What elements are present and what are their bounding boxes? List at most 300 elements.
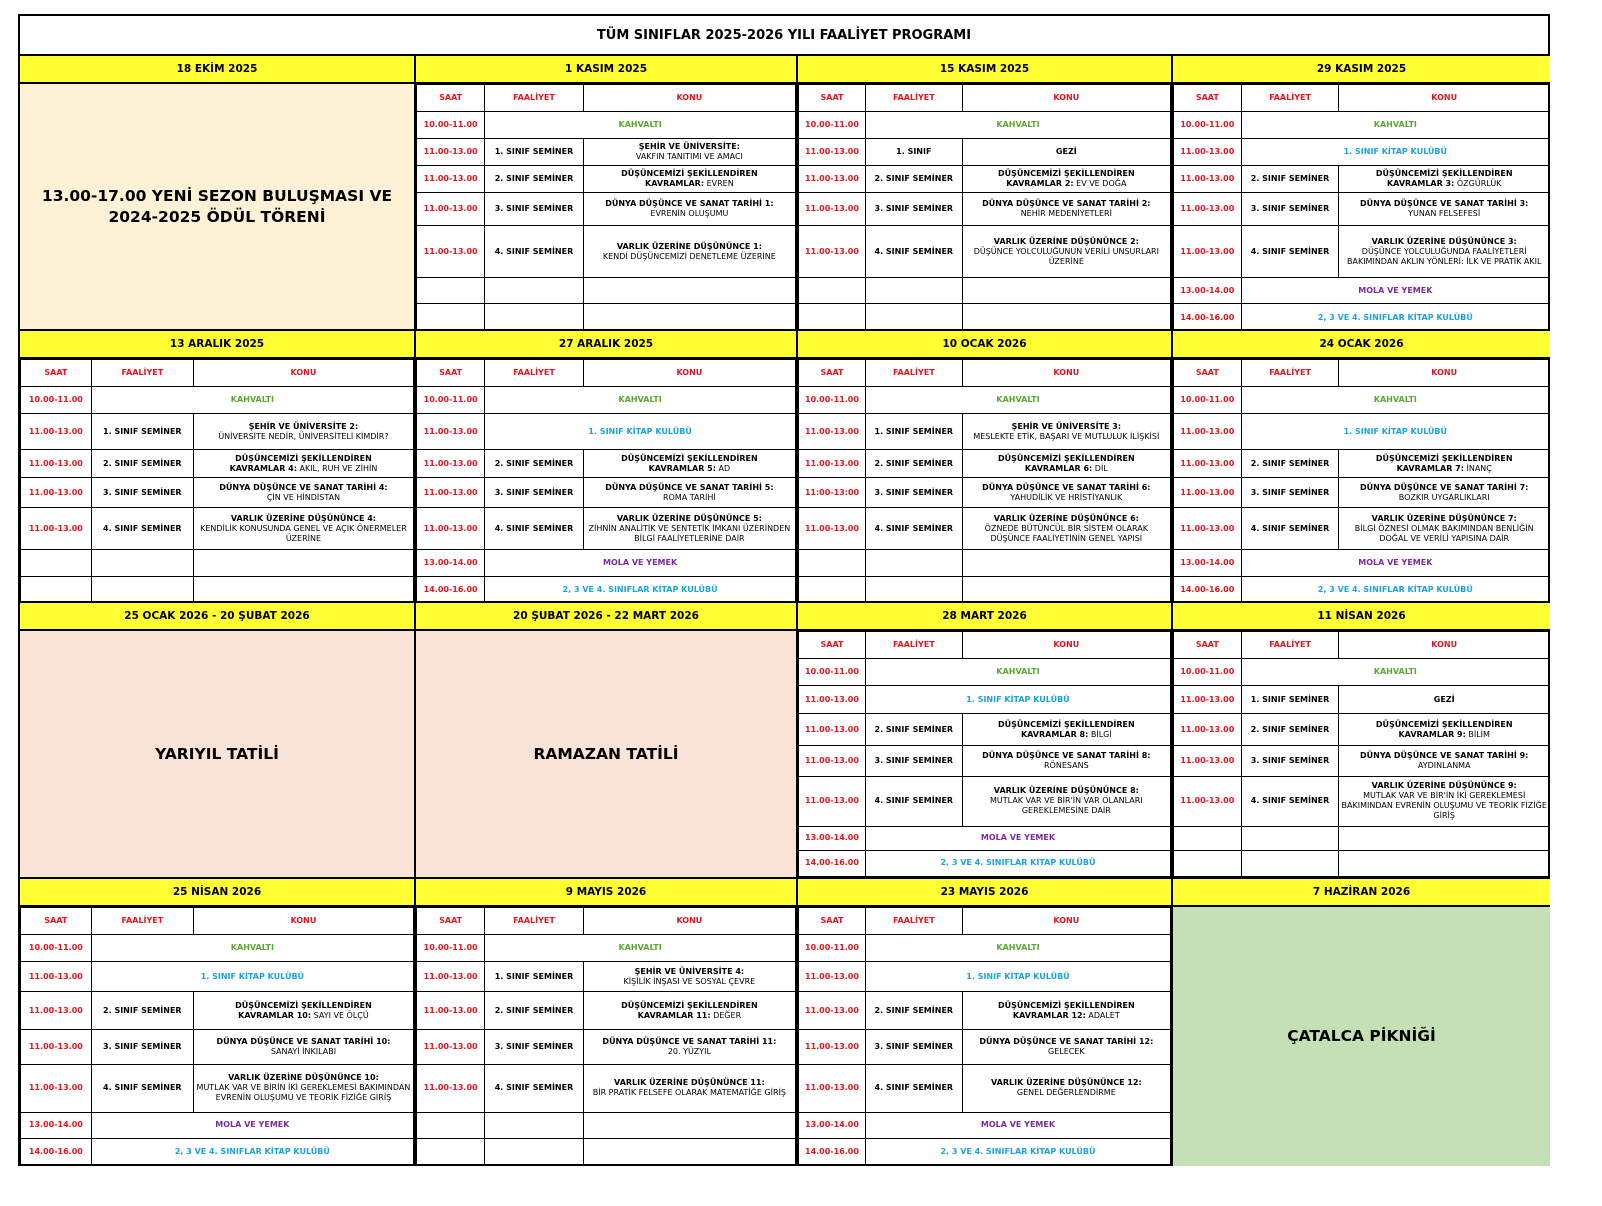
- schedule-table: [1173, 84, 1550, 332]
- topic-title: DÜŞÜNCEMİZİ ŞEKİLLENDİREN: [998, 453, 1135, 463]
- activity-span-cell: KAHVALTI: [1241, 659, 1549, 686]
- empty-cell: [21, 577, 92, 604]
- activity-span-cell: 2, 3 VE 4. SINIFLAR KİTAP KULÜBÜ: [1241, 577, 1549, 604]
- empty-cell: [91, 577, 193, 604]
- schedule-body: [798, 84, 1171, 329]
- schedule-row: [417, 1112, 796, 1138]
- activity-span-cell: 1. SINIF KİTAP KULÜBÜ: [1241, 139, 1549, 166]
- column-header-konu: KONU: [583, 85, 795, 112]
- topic-detail: BİLİM: [1468, 729, 1490, 739]
- empty-cell: [193, 577, 413, 604]
- topic-cell: [193, 1064, 413, 1112]
- topic-title: DÜNYA DÜŞÜNCE VE SANAT TARİHİ 1:: [605, 199, 774, 208]
- schedule-row: [799, 714, 1171, 746]
- column-header-saat: SAAT: [799, 632, 866, 659]
- schedule-row: [1174, 226, 1550, 278]
- empty-cell: [485, 1112, 584, 1138]
- topic-detail: ÖZNEDE BÜTÜNCÜL BİR SİSTEM OLARAK DÜŞÜNCE FAALİYETİNİN GENEL YAPISI: [984, 523, 1148, 543]
- column-header-faaliyet: FAALİYET: [1241, 632, 1339, 659]
- empty-cell: [417, 1138, 485, 1165]
- schedule-row: [21, 478, 414, 508]
- time-cell: 10.00-11.00: [21, 935, 92, 962]
- schedule-body: [20, 359, 414, 601]
- date-panel: [416, 56, 798, 331]
- schedule-row: [417, 992, 796, 1030]
- schedule-row: [799, 414, 1171, 450]
- topic-title: DÜŞÜNCEMİZİ ŞEKİLLENDİREN: [998, 169, 1135, 178]
- topic-title: GEZİ: [1433, 694, 1455, 704]
- date-panel: [20, 56, 416, 331]
- topic-title-cont: KAVRAMLAR 6:: [1024, 463, 1093, 473]
- schedule-row: [1174, 139, 1550, 166]
- activity-span-cell: KAHVALTI: [91, 935, 413, 962]
- topic-detail: DİL: [1094, 463, 1108, 473]
- time-cell: 11.00-13.00: [799, 992, 866, 1030]
- topic-line: [196, 464, 411, 474]
- activity-span-cell: KAHVALTI: [485, 387, 796, 414]
- time-cell: 11.00-13.00: [799, 962, 866, 992]
- schedule-row: [1174, 112, 1550, 139]
- activity-cell: 3. SINIF SEMİNER: [1241, 746, 1339, 776]
- time-cell: 11.00-13.00: [417, 139, 485, 166]
- column-header-konu: KONU: [1339, 85, 1550, 112]
- schedule-body: [798, 359, 1171, 601]
- topic-title: DÜŞÜNCEMİZİ ŞEKİLLENDİREN: [1375, 169, 1513, 178]
- activity-cell: 4. SINIF SEMİNER: [865, 1064, 962, 1112]
- topic-line: [1341, 464, 1547, 474]
- empty-cell: [799, 304, 866, 332]
- time-cell: 11.00-13.00: [1174, 776, 1242, 826]
- time-cell: 13.00-14.00: [1174, 550, 1242, 577]
- date-panel: [1173, 879, 1550, 1166]
- time-cell: 10.00-11.00: [21, 387, 92, 414]
- empty-cell: [417, 278, 485, 304]
- empty-cell: [1339, 826, 1550, 850]
- topic-title: DÜNYA DÜŞÜNCE VE SANAT TARİHİ 10:: [216, 1037, 391, 1046]
- column-header-saat: SAAT: [799, 85, 866, 112]
- activity-cell: 2. SINIF SEMİNER: [485, 992, 584, 1030]
- panel-date-header: 11 NİSAN 2026: [1173, 603, 1550, 631]
- activity-cell: 3. SINIF SEMİNER: [865, 1030, 962, 1064]
- topic-cell: [962, 414, 1170, 450]
- schedule-row: [799, 450, 1171, 478]
- schedule-table: [1173, 631, 1550, 877]
- topic-detail: DÜŞÜNCE YOLCULUĞUNDA FAALİYETLERİ BAKIMINDAN AKLIN YÖNLERİ: İLK VE PRATİK AKIL: [1346, 246, 1542, 266]
- time-cell: 11.00-13.00: [799, 776, 866, 826]
- topic-detail: ROMA TARİHİ: [662, 492, 716, 502]
- panel-date-header: 23 MAYIS 2026: [798, 879, 1171, 907]
- column-header-faaliyet: FAALİYET: [865, 908, 962, 935]
- schedule-row: [417, 577, 796, 604]
- empty-cell: [1241, 826, 1339, 850]
- time-cell: 11.00-13.00: [1174, 193, 1242, 226]
- topic-detail: MESLEKTE ETİK, BAŞARI VE MUTLULUK İLİŞKİSİ: [973, 431, 1160, 441]
- empty-cell: [1241, 850, 1339, 876]
- panel-date-header: 10 OCAK 2026: [798, 331, 1171, 359]
- schedule-table: [1173, 359, 1550, 604]
- topic-title: ŞEHİR VE ÜNİVERSİTE 2:: [248, 421, 359, 431]
- date-panel: [798, 331, 1173, 603]
- activity-cell: 4. SINIF SEMİNER: [865, 508, 962, 550]
- column-header-saat: SAAT: [1174, 85, 1242, 112]
- activity-span-cell: 2, 3 VE 4. SINIFLAR KİTAP KULÜBÜ: [865, 850, 1170, 876]
- schedule-row: [21, 1030, 414, 1064]
- panel-date-header: 18 EKİM 2025: [20, 56, 414, 84]
- topic-detail: DEĞER: [713, 1010, 742, 1020]
- column-header-faaliyet: FAALİYET: [1241, 360, 1339, 387]
- time-cell: 14.00-16.00: [417, 577, 485, 604]
- time-cell: 11.00-13.00: [417, 992, 485, 1030]
- time-cell: 11.00-13.00: [799, 139, 866, 166]
- topic-cell: [583, 962, 795, 992]
- schedule-row: [1174, 550, 1550, 577]
- time-cell: 11.00-13.00: [799, 193, 866, 226]
- column-header-faaliyet: FAALİYET: [865, 632, 962, 659]
- empty-cell: [962, 278, 1170, 304]
- topic-detail: ZİHNİN ANALİTİK VE SENTETİK İMKANI ÜZERİNDEN BİLGİ FAALİYETLERİNE DAİR: [588, 523, 791, 543]
- schedule-row: [799, 826, 1171, 850]
- topic-cell: [1339, 193, 1550, 226]
- activity-cell: 3. SINIF SEMİNER: [865, 193, 962, 226]
- topic-cell: [583, 450, 795, 478]
- activity-cell: 3. SINIF SEMİNER: [91, 1030, 193, 1064]
- time-cell: 11.00-13.00: [1174, 414, 1242, 450]
- topic-title: DÜŞÜNCEMİZİ ŞEKİLLENDİREN: [1375, 719, 1513, 729]
- activity-span-cell: 1. SINIF KİTAP KULÜBÜ: [1241, 414, 1549, 450]
- topic-detail: 20. YÜZYIL: [667, 1047, 711, 1056]
- topic-cell: [583, 226, 795, 278]
- topic-title-cont: KAVRAMLAR 4:: [229, 463, 297, 473]
- topic-title: VARLIK ÜZERİNE DÜŞÜNÜNCE 10:: [228, 1073, 379, 1083]
- topic-title-cont: KAVRAMLAR 11:: [637, 1010, 711, 1020]
- topic-title: DÜŞÜNCEMİZİ ŞEKİLLENDİREN: [235, 1000, 372, 1010]
- topic-title-cont: KAVRAMLAR 12:: [1012, 1010, 1086, 1020]
- schedule-row: [417, 193, 796, 226]
- special-event: RAMAZAN TATİLİ: [416, 631, 796, 877]
- empty-cell: [1339, 850, 1550, 876]
- schedule-row: [417, 1030, 796, 1064]
- column-header-saat: SAAT: [417, 908, 485, 935]
- empty-cell: [962, 550, 1170, 577]
- topic-cell: [583, 508, 795, 550]
- column-header-saat: SAAT: [417, 85, 485, 112]
- column-header-saat: SAAT: [799, 360, 866, 387]
- schedule-table: [798, 631, 1171, 877]
- schedule-row: [417, 450, 796, 478]
- schedule-row: [1174, 387, 1550, 414]
- time-cell: 11.00-13.00: [417, 1030, 485, 1064]
- panel-date-header: 25 OCAK 2026 - 20 ŞUBAT 2026: [20, 603, 414, 631]
- topic-cell: [193, 414, 413, 450]
- activity-cell: 3. SINIF SEMİNER: [1241, 478, 1339, 508]
- schedule-row: [799, 686, 1171, 714]
- empty-cell: [1174, 826, 1242, 850]
- panel-date-header: 9 MAYIS 2026: [416, 879, 796, 907]
- program-sheet: [18, 14, 1550, 1166]
- activity-cell: 4. SINIF SEMİNER: [91, 1064, 193, 1112]
- topic-title: DÜŞÜNCEMİZİ ŞEKİLLENDİREN: [998, 1000, 1135, 1010]
- schedule-row: [1174, 166, 1550, 193]
- activity-span-cell: KAHVALTI: [865, 112, 1170, 139]
- empty-cell: [799, 278, 866, 304]
- topic-detail: ÜNİVERSİTE NEDİR, ÜNİVERSİTELİ KİMDİR?: [218, 431, 389, 441]
- activity-cell: 2. SINIF SEMİNER: [91, 450, 193, 478]
- time-cell: 11.00-13.00: [799, 686, 866, 714]
- topic-title: DÜŞÜNCEMİZİ ŞEKİLLENDİREN: [621, 1000, 758, 1010]
- time-cell: 10.00-11.00: [799, 935, 866, 962]
- empty-cell: [962, 304, 1170, 332]
- schedule-row: [21, 962, 414, 992]
- topic-title: DÜNYA DÜŞÜNCE VE SANAT TARİHİ 2:: [982, 199, 1151, 208]
- column-header-saat: SAAT: [417, 360, 485, 387]
- activity-cell: 4. SINIF SEMİNER: [485, 508, 584, 550]
- topic-line: [965, 179, 1168, 189]
- column-header-saat: SAAT: [1174, 632, 1242, 659]
- activity-cell: 2. SINIF SEMİNER: [91, 992, 193, 1030]
- topic-title-cont: KAVRAMLAR 2:: [1006, 179, 1074, 188]
- topic-cell: [962, 450, 1170, 478]
- time-cell: 10.00-11.00: [799, 112, 866, 139]
- schedule-row: [799, 478, 1171, 508]
- topic-detail: NEHİR MEDENİYETLERİ: [1020, 209, 1112, 218]
- topic-title: VARLIK ÜZERİNE DÜŞÜNÜNCE 2:: [993, 236, 1139, 246]
- column-header-saat: SAAT: [1174, 360, 1242, 387]
- schedule-row: [799, 166, 1171, 193]
- page-title: TÜM SINIFLAR 2025-2026 YILI FAALİYET PROGRAMI: [20, 16, 1548, 56]
- schedule-row: [1174, 478, 1550, 508]
- schedule-row: [799, 1138, 1171, 1165]
- topic-detail: EVRENİN OLUŞUMU: [650, 209, 729, 218]
- topic-detail: MUTLAK VAR VE BİR'İN İKİ GEREKLEMESİ BAKIMINDAN EVRENİN OLUŞUMU VE TEORİK FİZİĞE GİRİŞ: [1341, 791, 1547, 821]
- schedule-row: [417, 226, 796, 278]
- column-header-konu: KONU: [962, 632, 1170, 659]
- topic-detail: ADALET: [1088, 1010, 1120, 1020]
- time-cell: 10.00-11.00: [1174, 112, 1242, 139]
- column-header-konu: KONU: [583, 360, 795, 387]
- time-cell: 11.00-13.00: [417, 962, 485, 992]
- topic-title: ŞEHİR VE ÜNİVERSİTE 4:: [634, 966, 745, 976]
- schedule-row: [1174, 577, 1550, 604]
- date-panel: [798, 603, 1173, 879]
- topic-title: DÜNYA DÜŞÜNCE VE SANAT TARİHİ 8:: [982, 751, 1151, 760]
- time-cell: 11.00-13.00: [1174, 714, 1242, 746]
- time-cell: 14.00-16.00: [799, 850, 866, 876]
- activity-span-cell: 2, 3 VE 4. SINIFLAR KİTAP KULÜBÜ: [91, 1138, 413, 1165]
- schedule-row: [1174, 826, 1550, 850]
- schedule-row: [1174, 714, 1550, 746]
- topic-title: DÜŞÜNCEMİZİ ŞEKİLLENDİREN: [1375, 453, 1513, 463]
- time-cell: 11.00-13.00: [799, 1064, 866, 1112]
- schedule-table: [20, 359, 414, 604]
- time-cell: 11.00-13.00: [21, 992, 92, 1030]
- topic-cell: [583, 139, 795, 166]
- time-cell: 11.00-13.00: [21, 962, 92, 992]
- schedule-body: [798, 907, 1171, 1166]
- topic-detail: YAHUDİLİK VE HRİSTİYANLIK: [1010, 492, 1123, 502]
- activity-cell: 4. SINIF SEMİNER: [485, 226, 584, 278]
- time-cell: 11.00-13.00: [799, 746, 866, 776]
- column-header-konu: KONU: [1339, 632, 1550, 659]
- schedule-row: [799, 962, 1171, 992]
- topic-title-cont: KAVRAMLAR 3:: [1386, 179, 1455, 188]
- time-cell: 13.00-14.00: [799, 1112, 866, 1138]
- time-cell: 11.00-13.00: [1174, 478, 1242, 508]
- schedule-row: [799, 776, 1171, 826]
- activity-span-cell: 2, 3 VE 4. SINIFLAR KİTAP KULÜBÜ: [865, 1138, 1170, 1165]
- column-header-faaliyet: FAALİYET: [865, 85, 962, 112]
- topic-detail: EVREN: [706, 179, 734, 188]
- activity-cell: 1. SINIF SEMİNER: [865, 414, 962, 450]
- schedule-table: [798, 84, 1171, 332]
- schedule-row: [417, 278, 796, 304]
- date-panel: [798, 56, 1173, 331]
- column-header-faaliyet: FAALİYET: [485, 85, 584, 112]
- schedule-row: [799, 850, 1171, 876]
- special-event: ÇATALCA PİKNİĞİ: [1173, 907, 1550, 1166]
- topic-cell: [1339, 508, 1550, 550]
- schedule-row: [21, 1138, 414, 1165]
- activity-span-cell: 1. SINIF KİTAP KULÜBÜ: [91, 962, 413, 992]
- schedule-row: [21, 1112, 414, 1138]
- topic-title: VARLIK ÜZERİNE DÜŞÜNÜNCE 3:: [1371, 236, 1517, 246]
- schedule-row: [1174, 686, 1550, 714]
- topic-title: VARLIK ÜZERİNE DÜŞÜNÜNCE 4:: [230, 513, 376, 523]
- topic-title-cont: KAVRAMLAR 10:: [238, 1010, 312, 1020]
- column-header-konu: KONU: [962, 85, 1170, 112]
- panel-date-header: 20 ŞUBAT 2026 - 22 MART 2026: [416, 603, 796, 631]
- activity-cell: 2. SINIF SEMİNER: [1241, 714, 1339, 746]
- time-cell: 14.00-16.00: [1174, 304, 1242, 332]
- schedule-row: [799, 508, 1171, 550]
- column-header-konu: KONU: [193, 908, 413, 935]
- schedule-row: [21, 992, 414, 1030]
- topic-cell: [1339, 714, 1550, 746]
- topic-detail: GELECEK: [1048, 1047, 1085, 1056]
- schedule-row: [417, 550, 796, 577]
- topic-cell: [583, 193, 795, 226]
- activity-cell: 3. SINIF SEMİNER: [485, 1030, 584, 1064]
- topic-cell: [962, 746, 1170, 776]
- schedule-body: [416, 84, 796, 329]
- activity-cell: 4. SINIF SEMİNER: [865, 776, 962, 826]
- panel-date-header: 28 MART 2026: [798, 603, 1171, 631]
- topic-detail: YUNAN FELSEFESİ: [1408, 209, 1481, 218]
- empty-cell: [865, 278, 962, 304]
- topic-detail: KENDİLİK KONUSUNDA GENEL VE AÇIK ÖNERMELER ÜZERİNE: [200, 523, 407, 543]
- time-cell: 11.00-13.00: [417, 193, 485, 226]
- time-cell: 11.00-13.00: [1174, 226, 1242, 278]
- topic-title-cont: KAVRAMLAR 9:: [1398, 729, 1466, 739]
- schedule-row: [417, 139, 796, 166]
- topic-cell: [583, 478, 795, 508]
- empty-cell: [865, 577, 962, 604]
- time-cell: 11.00-13.00: [417, 166, 485, 193]
- column-header-konu: KONU: [962, 360, 1170, 387]
- time-cell: 13.00-14.00: [799, 826, 866, 850]
- schedule-table: [416, 359, 796, 604]
- special-event: YARIYIL TATİLİ: [20, 631, 414, 877]
- topic-detail: BİR PRATİK FELSEFE OLARAK MATEMATİĞE GİRİŞ: [592, 1088, 787, 1098]
- date-panel: [416, 879, 798, 1166]
- topic-detail: MUTLAK VAR VE BİRİN İKİ GEREKLEMESİ BAKIMINDAN EVRENİN OLUŞUMU VE TEORİK FİZİĞE GİRİŞ: [196, 1083, 411, 1103]
- schedule-row: [21, 1064, 414, 1112]
- panel-date-header: 7 HAZİRAN 2026: [1173, 879, 1550, 907]
- activity-cell: 3. SINIF SEMİNER: [865, 478, 962, 508]
- schedule-row: [21, 508, 414, 550]
- topic-detail: AD: [718, 463, 731, 473]
- topic-cell: [962, 714, 1170, 746]
- schedule-row: [799, 577, 1171, 604]
- topic-cell: [962, 992, 1170, 1030]
- time-cell: 11.00-13.00: [21, 414, 92, 450]
- activity-span-cell: MOLA VE YEMEK: [485, 550, 796, 577]
- panel-date-header: 15 KASIM 2025: [798, 56, 1171, 84]
- schedule-row: [1174, 414, 1550, 450]
- schedule-table: [416, 907, 796, 1166]
- topic-cell: [583, 1030, 795, 1064]
- topic-cell: [962, 776, 1170, 826]
- topic-detail: SAYI VE ÖLÇÜ: [313, 1010, 369, 1020]
- schedule-row: [417, 1064, 796, 1112]
- schedule-row: [799, 387, 1171, 414]
- activity-cell: 2. SINIF SEMİNER: [1241, 166, 1339, 193]
- topic-title-cont: KAVRAMLAR 7:: [1396, 463, 1464, 473]
- topic-detail: SANAYİ İNKILABI: [270, 1047, 337, 1056]
- date-panel: [20, 879, 416, 1166]
- activity-span-cell: KAHVALTI: [485, 112, 796, 139]
- time-cell: 11.00-13.00: [799, 1030, 866, 1064]
- activity-span-cell: MOLA VE YEMEK: [91, 1112, 413, 1138]
- empty-cell: [417, 1112, 485, 1138]
- schedule-row: [799, 1112, 1171, 1138]
- column-header-konu: KONU: [1339, 360, 1550, 387]
- schedule-row: [417, 508, 796, 550]
- activity-cell: 2. SINIF SEMİNER: [485, 450, 584, 478]
- empty-cell: [485, 278, 584, 304]
- topic-line: [1341, 730, 1547, 740]
- activity-span-cell: KAHVALTI: [91, 387, 413, 414]
- topic-detail: BİLGİ: [1090, 729, 1112, 739]
- column-header-faaliyet: FAALİYET: [485, 908, 584, 935]
- date-panel: [1173, 331, 1550, 603]
- activity-cell: 3. SINIF SEMİNER: [91, 478, 193, 508]
- schedule-row: [799, 226, 1171, 278]
- date-panel: [1173, 603, 1550, 879]
- schedule-row: [1174, 193, 1550, 226]
- time-cell: 11.00-13.00: [799, 508, 866, 550]
- topic-detail: BİLGİ ÖZNESİ OLMAK BAKIMINDAN BENLİĞİN DOĞAL VE VERİLİ YAPISINA DAİR: [1354, 523, 1534, 543]
- date-panel: [416, 331, 798, 603]
- topic-line: [1341, 179, 1547, 189]
- topic-title: DÜŞÜNCEMİZİ ŞEKİLLENDİREN: [235, 453, 372, 463]
- panel-date-header: 13 ARALIK 2025: [20, 331, 414, 359]
- schedule-row: [799, 992, 1171, 1030]
- time-cell: 13.00-14.00: [21, 1112, 92, 1138]
- activity-span-cell: 2, 3 VE 4. SINIFLAR KİTAP KULÜBÜ: [485, 577, 796, 604]
- schedule-row: [417, 1138, 796, 1165]
- empty-cell: [799, 550, 866, 577]
- column-header-faaliyet: FAALİYET: [485, 360, 584, 387]
- topic-title: ŞEHİR VE ÜNİVERSİTE:: [638, 142, 740, 151]
- topic-cell: [583, 992, 795, 1030]
- schedule-row: [799, 304, 1171, 332]
- schedule-row: [1174, 659, 1550, 686]
- activity-cell: 2. SINIF SEMİNER: [865, 714, 962, 746]
- schedule-row: [417, 414, 796, 450]
- time-cell: 11:00-13:00: [799, 478, 866, 508]
- topic-title: VARLIK ÜZERİNE DÜŞÜNÜNCE 8:: [993, 786, 1139, 796]
- schedule-row: [21, 577, 414, 604]
